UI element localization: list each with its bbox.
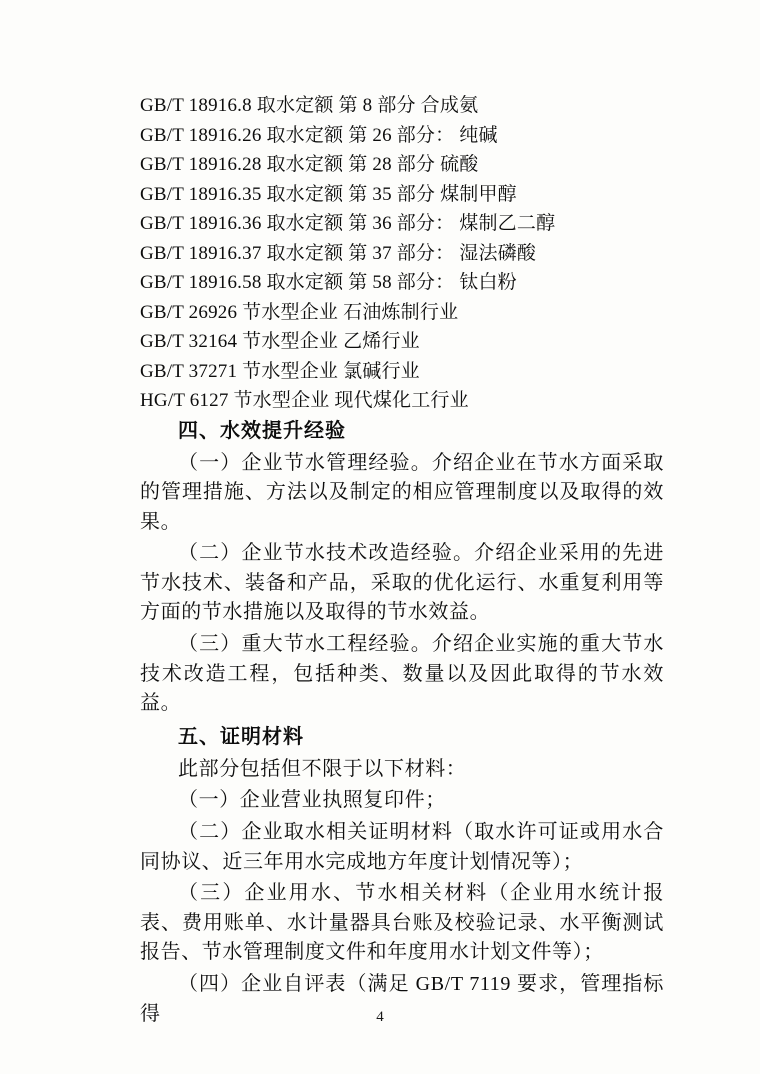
standard-list-item: GB/T 18916.35 取水定额 第 35 部分 煤制甲醇	[140, 183, 517, 205]
section-four-paragraph: （三）重大节水工程经验。介绍企业实施的重大节水技术改造工程，包括种类、数量以及因此取得的节水效益。	[140, 633, 664, 715]
section-five-paragraph: （二）企业取水相关证明材料（取水许可证或用水合同协议、近三年用水完成地方年度计划情况等）；	[140, 821, 664, 873]
page-number: 4	[376, 1009, 384, 1025]
standard-list-item: GB/T 18916.8 取水定额 第 8 部分 合成氨	[140, 95, 479, 116]
standard-list-item: GB/T 26926 节水型企业 石油炼制行业	[140, 301, 459, 323]
document-body	[140, 96, 664, 1029]
standard-list-item: GB/T 37271 节水型企业 氯碱行业	[140, 360, 420, 382]
section-four-paragraph: （二）企业节水技术改造经验。介绍企业采用的先进节水技术、装备和产品，采取的优化运行、水重复利用等方面的节水措施以及取得的节水效益。	[140, 542, 664, 624]
standard-list-item: GB/T 18916.58 取水定额 第 58 部分： 钛白粉	[140, 272, 517, 293]
section-four-paragraph: （一）企业节水管理经验。介绍企业在节水方面采取的管理措施、方法以及制定的相应管理制度以及取得的效果。	[140, 451, 664, 533]
standard-list-item: HG/T 6127 节水型企业 现代煤化工行业	[140, 390, 469, 411]
section-five-intro: 此部分包括但不限于以下材料：	[178, 757, 467, 780]
standard-list-item: GB/T 18916.28 取水定额 第 28 部分 硫酸	[140, 154, 479, 175]
section-heading-five: 五、证明材料	[178, 725, 304, 748]
standard-list-item: GB/T 32164 节水型企业 乙烯行业	[140, 331, 420, 352]
section-five-paragraph: （三）企业用水、节水相关材料（企业用水统计报表、费用账单、水计量器具台账及校验记录、水平衡测试报告、节水管理制度文件和年度用水计划文件等）；	[140, 882, 664, 964]
section-five-paragraph: （一）企业营业执照复印件；	[178, 789, 446, 812]
section-five-paragraph: （四）企业自评表（满足 GB/T 7119 要求，管理指标得	[140, 973, 664, 1025]
standard-list-item: GB/T 18916.36 取水定额 第 36 部分： 煤制乙二醇	[140, 213, 556, 234]
standard-list-item: GB/T 18916.26 取水定额 第 26 部分： 纯碱	[140, 124, 498, 146]
section-heading-four: 四、水效提升经验	[178, 419, 346, 442]
standard-list-item: GB/T 18916.37 取水定额 第 37 部分： 湿法磷酸	[140, 242, 537, 264]
